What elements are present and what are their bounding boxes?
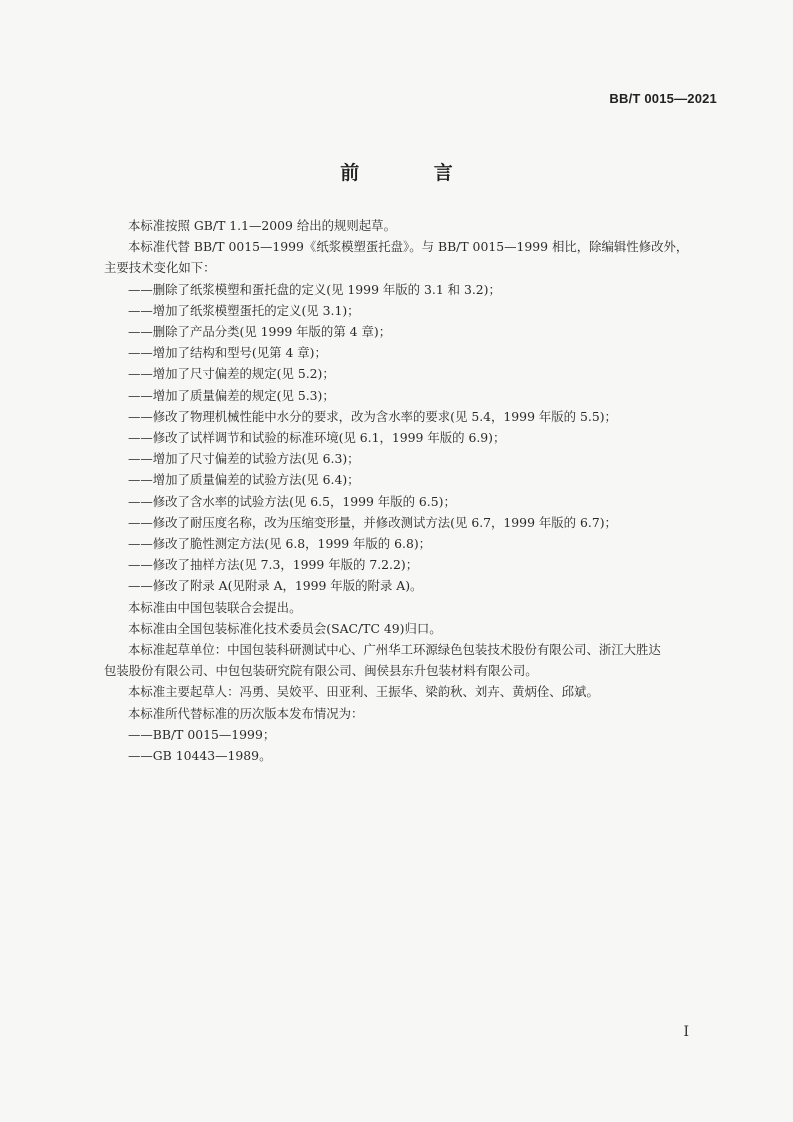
- change-item: ——修改了脆性测定方法(见 6.8，1999 年版的 6.8)；: [128, 536, 432, 552]
- change-item: ——修改了耐压度名称，改为压缩变形量，并修改测试方法(见 6.7，1999 年版的 6.7)；: [128, 514, 617, 530]
- paragraph-under-jurisdiction: 本标准由全国包装标准化技术委员会(SAC/TC 49)归口。: [128, 620, 442, 636]
- paragraph-replacement-continued: 主要技术变化如下：: [104, 260, 216, 276]
- change-item: ——删除了纸浆模塑和蛋托盘的定义(见 1999 年版的 3.1 和 3.2)；: [128, 281, 501, 297]
- page-title: 前 言: [340, 162, 487, 184]
- paragraph-drafting-rules: 本标准按照 GB/T 1.1—2009 给出的规则起草。: [128, 218, 396, 233]
- page-number: I: [683, 1024, 689, 1040]
- change-item: ——增加了纸浆模塑蛋托的定义(见 3.1)；: [128, 302, 360, 318]
- change-item: ——删除了产品分类(见 1999 年版的第 4 章)；: [128, 324, 392, 340]
- change-item: ——增加了质量偏差的试验方法(见 6.4)；: [128, 472, 360, 488]
- paragraph-version-history: 本标准所代替标准的历次版本发布情况为：: [128, 705, 364, 721]
- change-item: ——修改了抽样方法(见 7.3，1999 年版的 7.2.2)；: [128, 557, 419, 573]
- change-item: ——修改了物理机械性能中水分的要求，改为含水率的要求(见 5.4，1999 年版的 5.5)；: [128, 408, 617, 424]
- paragraph-replacement: 本标准代替 BB/T 0015—1999《纸浆模塑蛋托盘》。与 BB/T 0015—1999 相比，除编辑性修改外，: [128, 239, 689, 255]
- change-item: ——增加了尺寸偏差的规定(见 5.2)；: [128, 366, 335, 382]
- paragraph-drafting-units-continued: 包装股份有限公司、中包包装研究院有限公司、闽侯县东升包装材料有限公司。: [104, 663, 538, 679]
- paragraph-drafting-units: 本标准起草单位：中国包装科研测试中心、广州华工环源绿色包装技术股份有限公司、浙江大胜达: [128, 642, 661, 658]
- change-item: ——修改了含水率的试验方法(见 6.5，1999 年版的 6.5)；: [128, 493, 456, 509]
- foreword-body: [104, 215, 724, 766]
- change-item: ——增加了尺寸偏差的试验方法(见 6.3)；: [128, 451, 360, 467]
- change-item: ——修改了附录 A(见附录 A，1999 年版的附录 A)。: [128, 578, 423, 594]
- paragraph-drafters: 本标准主要起草人：冯勇、吴姣平、田亚利、王振华、梁韵秋、刘卉、黄炳佺、邱斌。: [128, 684, 599, 700]
- history-item: ——GB 10443—1989。: [128, 748, 272, 764]
- change-item: ——修改了试样调节和试验的标准环境(见 6.1，1999 年版的 6.9)；: [128, 430, 506, 446]
- change-item: ——增加了质量偏差的规定(见 5.3)；: [128, 387, 335, 403]
- change-item: ——增加了结构和型号(见第 4 章)；: [128, 345, 327, 361]
- history-item: ——BB/T 0015—1999；: [128, 726, 276, 742]
- paragraph-proposed-by: 本标准由中国包装联合会提出。: [128, 599, 302, 615]
- standard-code: BB/T 0015—2021: [609, 91, 717, 106]
